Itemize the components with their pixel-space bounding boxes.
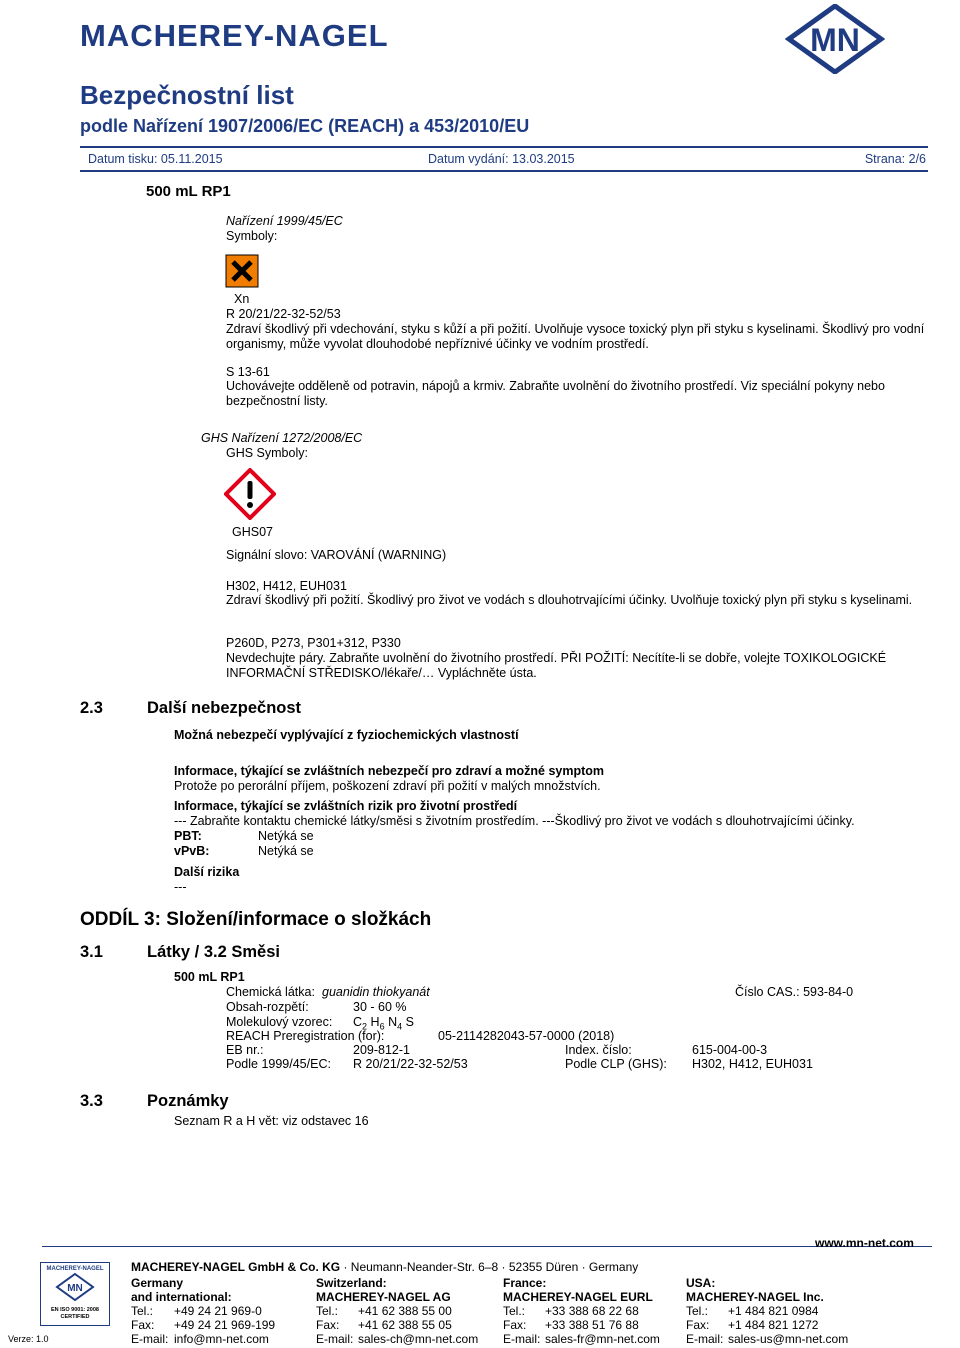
company-address: · Neumann-Neander-Str. 6–8 · 52355 Düren · Germany <box>340 1260 639 1274</box>
pbt-value: Netýká se <box>258 829 314 843</box>
signal-word: Signální slovo: VAROVÁNÍ (WARNING) <box>226 548 447 562</box>
mn-logo <box>785 4 885 74</box>
eu-regulation: Nařízení 1999/45/EC <box>226 214 343 228</box>
section-3-title: ODDÍL 3: Složení/informace o složkách <box>80 909 432 930</box>
svg-text:MN: MN <box>67 1283 83 1294</box>
office-fr-tel-label: Tel.: <box>503 1304 526 1318</box>
chem-label: Chemická látka: <box>226 985 315 999</box>
s-phrases: S 13-61 <box>226 365 270 379</box>
product-name: 500 mL RP1 <box>146 183 231 200</box>
section-2-3-number: 2.3 <box>80 699 103 717</box>
office-fr-tel: +33 388 68 22 68 <box>545 1304 639 1318</box>
office-us-tel-label: Tel.: <box>686 1304 709 1318</box>
office-ch-fax: +41 62 388 55 05 <box>358 1318 452 1332</box>
health-heading: Informace, týkající se zvláštních nebezpečí pro zdraví a možné symptom <box>174 764 605 778</box>
conc-label: Obsah-rozpětí: <box>226 1000 309 1014</box>
health-text: Protože po perorální příjem, poškození zdraví při požití v malých množstvích. <box>174 779 601 793</box>
reach-label: REACH Preregistration (for): <box>226 1029 385 1043</box>
eu-symbols-label: Symboly: <box>226 229 278 243</box>
section-2-3-title: Další nebezpečnost <box>147 699 302 717</box>
vpvb-label: vPvB: <box>174 844 210 858</box>
p-text: Nevdechujte páry. Zabraňte uvolnění do životního prostředí. PŘI POŽITÍ: Necítíte-li se dobře, volejte TOXIKOLOGICKÉ INFORMAČNÍ STŘEDISKO/lékaře/… Vypláchněte ústa. <box>226 651 887 680</box>
version: Verze: 1.0 <box>8 1334 49 1344</box>
p-codes: P260D, P273, P301+312, P330 <box>226 636 401 650</box>
office-fr-fax: +33 388 51 76 88 <box>545 1318 639 1332</box>
issue-date: Datum vydání: 13.03.2015 <box>428 152 575 166</box>
ghs-regulation: GHS Nařízení 1272/2008/EC <box>201 431 363 445</box>
index-value: 615-004-00-3 <box>692 1043 768 1057</box>
cert-company: MACHEREY-NAGEL <box>46 1266 104 1272</box>
office-de-tel: +49 24 21 969-0 <box>174 1304 262 1318</box>
office-de-region-2: and international: <box>131 1290 232 1304</box>
office-us-fax-label: Fax: <box>686 1318 710 1332</box>
office-us-email-label: E-mail: <box>686 1332 724 1346</box>
xn-hazard-icon <box>225 254 259 288</box>
company-name: MACHEREY-NAGEL GmbH & Co. KG <box>131 1260 341 1274</box>
cert-text: EN ISO 9001: 2008 CERTIFIED <box>50 1307 99 1320</box>
reach-value: 05-2114282043-57-0000 (2018) <box>438 1029 615 1043</box>
env-text: --- Zabraňte kontaktu chemické látky/směsi s životním prostředím. ---Škodlivý pro život ve vodách s dlouhotrvajícími účinky. <box>174 814 855 828</box>
brand-name: MACHEREY-NAGEL <box>80 18 389 53</box>
pbt-label: PBT: <box>174 829 202 843</box>
ghs-symbols-label: GHS Symboly: <box>226 446 308 460</box>
podleclp-value: H302, H412, EUH031 <box>692 1057 813 1071</box>
office-de-fax-label: Fax: <box>131 1318 155 1332</box>
env-heading: Informace, týkající se zvláštních rizik pro životní prostředí <box>174 799 518 813</box>
cert-mn-logo-icon <box>41 1272 109 1302</box>
xn-label: Xn <box>234 292 250 306</box>
vpvb-value: Netýká se <box>258 844 314 858</box>
office-fr-region: France: <box>503 1276 547 1290</box>
office-ch-email[interactable]: sales-ch@mn-net.com <box>358 1332 479 1346</box>
podleclp-label: Podle CLP (GHS): <box>565 1057 667 1071</box>
podle1999-value: R 20/21/22-32-52/53 <box>353 1057 468 1071</box>
r-phrases: R 20/21/22-32-52/53 <box>226 307 341 321</box>
office-fr-email[interactable]: sales-fr@mn-net.com <box>545 1332 660 1346</box>
office-de-tel-label: Tel.: <box>131 1304 154 1318</box>
website-link[interactable]: www.mn-net.com <box>815 1236 914 1250</box>
mn-logo-text: MN <box>810 22 860 58</box>
page-number: Strana: 2/6 <box>864 152 926 166</box>
office-us-email[interactable]: sales-us@mn-net.com <box>728 1332 849 1346</box>
eb-value: 209-812-1 <box>353 1043 410 1057</box>
document-title: Bezpečnostní list <box>80 80 294 110</box>
r-text: Zdraví škodlivý při vdechování, styku s kůží a při požití. Uvolňuje vysoce toxický plyn při styku s kyselinami. Škodlivý pro vodní organismy, může vyvolat dlouhodobé nepříznivé účinky ve vodním prostředí. <box>226 322 925 351</box>
eb-label: EB nr.: <box>226 1043 264 1057</box>
h-text: Zdraví škodlivý při požití. Škodlivý pro život ve vodách s dlouhotrvajícími účinky. Uvolňuje toxický plyn při styku s kyselinami. <box>226 593 913 607</box>
index-label: Index. číslo: <box>565 1043 632 1057</box>
other-risks-heading: Další rizika <box>174 865 240 879</box>
iso-certificate-badge <box>40 1262 110 1326</box>
date-bar <box>80 146 928 172</box>
cas-number: Číslo CAS.: 593-84-0 <box>735 985 854 999</box>
podle1999-label: Podle 1999/45/EC: <box>226 1057 331 1071</box>
office-de-region: Germany <box>131 1276 184 1290</box>
ghs-pictogram-code: GHS07 <box>232 525 273 539</box>
office-de-email[interactable]: info@mn-net.com <box>174 1332 269 1346</box>
office-us-region: USA: <box>686 1276 716 1290</box>
office-fr-email-label: E-mail: <box>503 1332 541 1346</box>
section-3-1-title: Látky / 3.2 Směsi <box>147 943 280 961</box>
s-text: Uchovávejte odděleně od potravin, nápojů a krmiv. Zabraňte uvolnění do životního prostředí. Viz speciální pokyny nebo bezpečnostní listy. <box>226 379 885 408</box>
document-subtitle: podle Nařízení 1907/2006/EC (REACH) a 453/2010/EU <box>80 116 530 136</box>
office-us-fax: +1 484 821 1272 <box>728 1318 819 1332</box>
office-fr-company: MACHEREY-NAGEL EURL <box>503 1290 653 1304</box>
office-ch-tel-label: Tel.: <box>316 1304 339 1318</box>
print-date: Datum tisku: 05.11.2015 <box>88 152 223 166</box>
section-3-3-title: Poznámky <box>147 1092 229 1110</box>
mixture-product-name: 500 mL RP1 <box>174 970 245 984</box>
office-ch-region: Switzerland: <box>316 1276 387 1290</box>
office-de-email-label: E-mail: <box>131 1332 169 1346</box>
office-fr-fax-label: Fax: <box>503 1318 527 1332</box>
company-address-line <box>131 1260 638 1274</box>
molecular-formula: $C_2$ $H_6$ $N_4$ S <box>353 1015 414 1032</box>
h-codes: H302, H412, EUH031 <box>226 579 347 593</box>
physchem-heading: Možná nebezpečí vyplývající z fyziochemických vlastností <box>174 728 519 742</box>
office-ch-fax-label: Fax: <box>316 1318 340 1332</box>
office-ch-email-label: E-mail: <box>316 1332 354 1346</box>
other-risks-value: --- <box>174 880 187 894</box>
formula-label: Molekulový vzorec: <box>226 1015 333 1029</box>
office-ch-company: MACHEREY-NAGEL AG <box>316 1290 451 1304</box>
notes-text: Seznam R a H vět: viz odstavec 16 <box>174 1114 369 1128</box>
office-de-fax: +49 24 21 969-199 <box>174 1318 276 1332</box>
office-us-tel: +1 484 821 0984 <box>728 1304 819 1318</box>
section-3-1-number: 3.1 <box>80 943 103 961</box>
chem-name: guanidin thiokyanát <box>322 985 430 999</box>
section-3-3-number: 3.3 <box>80 1092 103 1110</box>
conc-value: 30 - 60 % <box>353 1000 407 1014</box>
ghs07-exclamation-icon <box>224 468 276 520</box>
office-ch-tel: +41 62 388 55 00 <box>358 1304 452 1318</box>
office-us-company: MACHEREY-NAGEL Inc. <box>686 1290 824 1304</box>
footer-divider <box>42 1246 932 1247</box>
